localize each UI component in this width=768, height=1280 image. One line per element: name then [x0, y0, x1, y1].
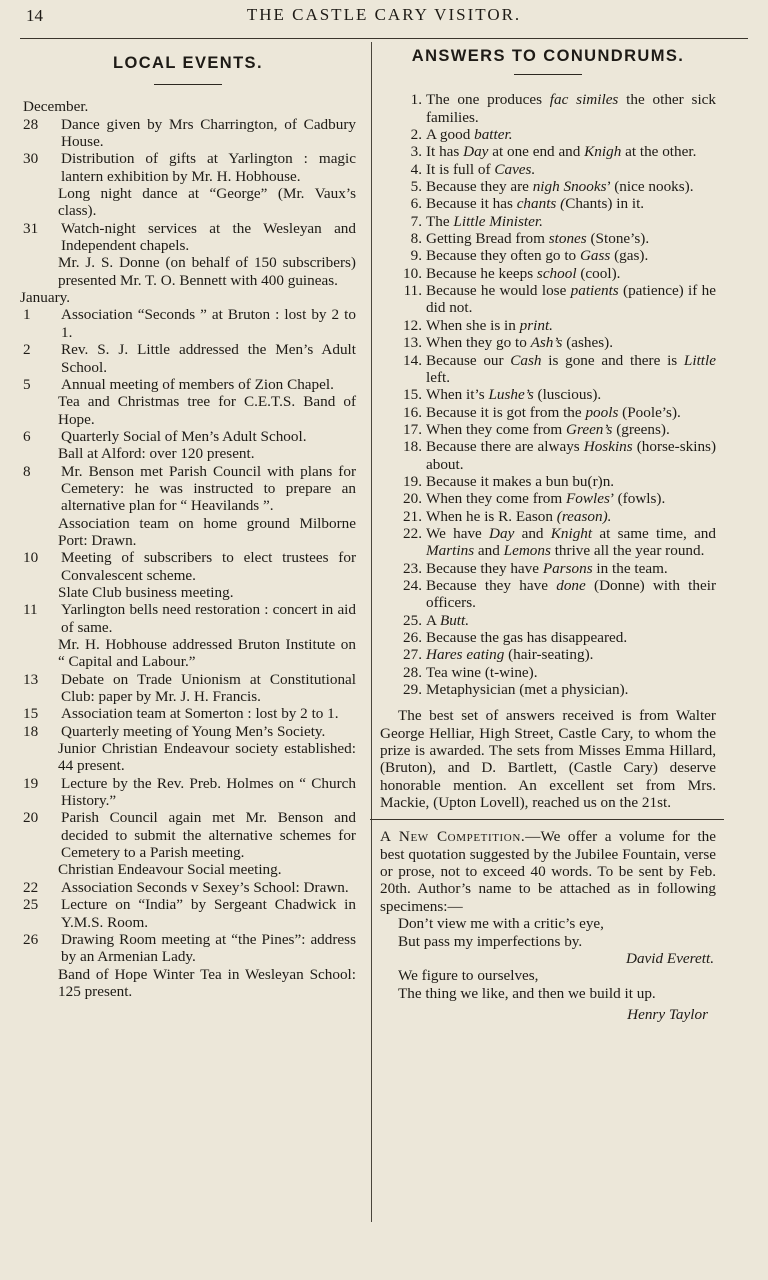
answer-item — [380, 681, 716, 698]
event-day: 18 — [23, 722, 39, 740]
answer-text: Because there are always Hoskins (horse-skins) about. — [426, 438, 717, 473]
event-text: Association “Seconds ” at Bruton : lost by 2 to 1. — [61, 306, 356, 341]
answer-text: Because it has chants (Chants) in it. — [426, 195, 645, 213]
answer-number: 16. — [403, 403, 422, 421]
answer-item — [380, 386, 716, 403]
answer-item — [380, 143, 716, 160]
answer-number: 5. — [410, 178, 422, 196]
section-rule — [370, 819, 724, 820]
answer-number: 12. — [403, 316, 422, 334]
winners-paragraph: The best set of answers received is from Walter George Helliar, High Street, Castle Cary, to whom the prize is awarded. The sets from Misses Emma Hillard, (Bruton), and D. Bartlett, (Castle Cary) deserve honorable mention. An excellent set from Mrs. Mackie, (Upton Lovell), reached us on the 21st. — [380, 707, 716, 812]
quote-author: David Everett. — [626, 949, 714, 967]
local-events-column — [20, 52, 356, 1000]
answer-number: 1. — [410, 91, 422, 109]
event-day: 25 — [23, 896, 39, 914]
event-entry — [20, 428, 356, 445]
event-text: Parish Council again met Mr. Benson and decided to submit the alternative schemes for Cemetery to a Parish meeting. — [61, 809, 356, 862]
answer-number: 19. — [403, 472, 422, 490]
answer-text: It has Day at one end and Knigh at the other. — [426, 143, 697, 161]
answer-text: The Little Minister. — [426, 212, 543, 230]
event-entry — [20, 150, 356, 185]
competition-text: —We offer a volume for the best quotation suggested by the Jubilee Fountain, verse or prose, not to exceed 40 words. To be sent by Feb. 20th. Author’s name to be attached as in following specimens:— — [380, 828, 717, 915]
event-subline: Christian Endeavour Social meeting. — [58, 861, 282, 879]
event-text: Mr. Benson met Parish Council with plans for Cemetery: he was instructed to prepare an alternative plan for “ Heavilands ”. — [61, 462, 356, 515]
event-text: Annual meeting of members of Zion Chapel. — [61, 375, 334, 393]
answer-number: 4. — [410, 160, 422, 178]
answer-item — [380, 230, 716, 247]
event-entry — [20, 705, 356, 722]
answer-number: 25. — [403, 611, 422, 629]
event-day: 15 — [23, 705, 39, 723]
answer-number: 7. — [410, 212, 422, 230]
answer-text: A Butt. — [426, 611, 470, 629]
event-entry — [20, 931, 356, 966]
answer-text: Tea wine (t-wine). — [426, 663, 538, 681]
event-subline: Slate Club business meeting. — [58, 583, 234, 601]
answer-item — [380, 91, 716, 126]
answer-item — [380, 404, 716, 421]
event-day: 30 — [23, 150, 39, 168]
event-entry — [20, 220, 356, 255]
event-subline: Mr. J. S. Donne (on behalf of 150 subscribers) presented Mr. T. O. Bennett with 400 guineas. — [58, 254, 356, 289]
event-day: 19 — [23, 774, 39, 792]
answer-item — [380, 317, 716, 334]
quote-author: Henry Taylor — [627, 1005, 708, 1023]
answer-item — [380, 525, 716, 560]
answer-item — [380, 646, 716, 663]
answer-text: It is full of Caves. — [426, 160, 536, 178]
answer-item — [380, 352, 716, 387]
column-divider — [371, 42, 372, 1222]
competition-notice — [380, 828, 716, 915]
event-entry — [20, 376, 356, 393]
answer-text: When they go to Ash’s (ashes). — [426, 334, 614, 352]
event-text: Distribution of gifts at Yarlington : magic lantern exhibition by Mr. H. Hobhouse. — [61, 150, 356, 185]
event-entry — [20, 601, 356, 636]
answer-number: 24. — [403, 576, 422, 594]
answer-item — [380, 195, 716, 212]
answer-item — [380, 178, 716, 195]
event-entry — [20, 671, 356, 706]
answer-number: 18. — [403, 438, 422, 456]
header-rule — [20, 38, 748, 39]
answer-item — [380, 334, 716, 351]
event-text: Association Seconds v Sexey’s School: Drawn. — [61, 878, 349, 896]
event-entry — [20, 116, 356, 151]
title-rule — [154, 84, 222, 85]
event-text: Quarterly Social of Men’s Adult School. — [61, 427, 307, 445]
answer-text: Because it is got from the pools (Poole’s). — [426, 403, 681, 421]
event-text: Meeting of subscribers to elect trustees for Convalescent scheme. — [61, 549, 356, 584]
event-entry — [20, 723, 356, 740]
event-text: Quarterly meeting of Young Men’s Society. — [61, 722, 326, 740]
answer-number: 26. — [403, 629, 422, 646]
answer-number: 2. — [410, 126, 422, 144]
answer-number: 11. — [403, 282, 422, 300]
event-text: Watch-night services at the Wesleyan and Independent chapels. — [61, 219, 356, 255]
event-text: Rev. S. J. Little addressed the Men’s Adult School. — [61, 341, 356, 376]
answer-item — [380, 629, 716, 646]
answer-text: Because our Cash is gone and there is Little left. — [426, 351, 716, 386]
event-entry — [20, 809, 356, 861]
answer-number: 3. — [410, 143, 422, 161]
answer-text: When they come from Green’s (greens). — [426, 420, 670, 438]
event-day: 11 — [23, 601, 38, 619]
answer-text: Because they have done (Donne) with their officers. — [426, 576, 717, 612]
event-subline: Ball at Alford: over 120 present. — [58, 445, 255, 463]
answer-number: 28. — [403, 663, 422, 681]
event-text: Yarlington bells need restoration : concert in aid of same. — [61, 601, 356, 636]
event-day: 31 — [23, 219, 39, 237]
running-head: THE CASTLE CARY VISITOR. — [246, 5, 522, 24]
event-day: 1 — [23, 306, 31, 324]
conundrums-column — [380, 48, 716, 1023]
answer-number: 13. — [403, 334, 422, 352]
answer-number: 10. — [403, 264, 422, 282]
answer-item — [380, 126, 716, 143]
event-day: 28 — [23, 115, 39, 133]
event-subline: Band of Hope Winter Tea in Wesleyan School: 125 present. — [58, 965, 356, 1000]
answer-number: 15. — [403, 386, 422, 404]
answer-number: 14. — [403, 351, 422, 369]
answer-item — [380, 612, 716, 629]
answer-text: Metaphysician (met a physician). — [426, 681, 629, 699]
quote-line: But pass my imperfections by. — [398, 932, 583, 950]
event-entry — [20, 463, 356, 515]
event-text: Drawing Room meeting at “the Pines”: address by an Armenian Lady. — [61, 930, 356, 966]
event-subline: Mr. H. Hobhouse addressed Bruton Institute on “ Capital and Labour.” — [58, 636, 356, 671]
event-entry — [20, 775, 356, 810]
answer-item — [380, 213, 716, 230]
answer-number: 8. — [410, 230, 422, 248]
answer-item — [380, 473, 716, 490]
answer-text: Because the gas has disappeared. — [426, 629, 628, 646]
event-text: Association team at Somerton : lost by 2 to 1. — [61, 705, 339, 723]
answer-item — [380, 508, 716, 525]
answer-number: 23. — [403, 559, 422, 577]
answer-text: A good batter. — [426, 126, 513, 144]
answer-text: Because it makes a bun bu(r)n. — [426, 472, 615, 490]
event-entry — [20, 549, 356, 584]
answer-item — [380, 490, 716, 507]
page-number: 14 — [26, 6, 43, 25]
event-text: Lecture on “India” by Sergeant Chadwick in Y.M.S. Room. — [61, 896, 356, 931]
answer-text: Because they often go to Gass (gas). — [426, 247, 649, 265]
quote-line: We figure to ourselves, — [398, 967, 539, 985]
answer-number: 29. — [403, 681, 422, 699]
event-day: 2 — [23, 341, 31, 359]
answer-text: When they come from Fowles’ (fowls). — [426, 490, 666, 508]
january-events — [20, 306, 356, 1000]
answer-item — [380, 560, 716, 577]
answer-item — [380, 664, 716, 681]
event-entry — [20, 879, 356, 896]
answer-text: Because they have Parsons in the team. — [426, 559, 668, 577]
event-entry — [20, 341, 356, 376]
month-december: December. — [23, 98, 89, 116]
conundrums-title: ANSWERS TO CONUNDRUMS. — [411, 47, 685, 65]
answer-number: 9. — [410, 247, 422, 265]
quote-line: Don’t view me with a critic’s eye, — [398, 915, 604, 933]
event-entry — [20, 896, 356, 931]
answer-item — [380, 421, 716, 438]
local-events-title: LOCAL EVENTS. — [113, 54, 263, 72]
answer-item — [380, 577, 716, 612]
answer-number: 6. — [410, 195, 422, 213]
answer-number: 21. — [403, 507, 422, 525]
event-text: Debate on Trade Unionism at Constitutional Club: paper by Mr. J. H. Francis. — [61, 670, 356, 706]
december-events — [20, 116, 356, 289]
answer-text: We have Day and Knight at same time, and Martins and Lemons thrive all the year round. — [426, 524, 716, 560]
answer-item — [380, 438, 716, 473]
answer-item — [380, 247, 716, 264]
answer-number: 20. — [403, 490, 422, 508]
event-subline: Tea and Christmas tree for C.E.T.S. Band of Hope. — [58, 393, 356, 428]
answer-text: Getting Bread from stones (Stone’s). — [426, 230, 650, 248]
answers-list — [380, 91, 716, 698]
answer-number: 22. — [403, 524, 422, 542]
quote-line: The thing we like, and then we build it up. — [398, 984, 656, 1002]
event-day: 13 — [23, 670, 39, 688]
event-day: 22 — [23, 878, 39, 896]
answer-text: Hares eating (hair-seating). — [426, 646, 594, 664]
month-january: January. — [20, 289, 71, 307]
event-subline: Association team on home ground Milborne Port: Drawn. — [58, 514, 356, 549]
answer-text: Because they are nigh Snooks’ (nice nooks). — [426, 178, 694, 196]
event-subline: Long night dance at “George” (Mr. Vaux’s class). — [58, 185, 356, 220]
event-text: Lecture by the Rev. Preb. Holmes on “ Church History.” — [61, 774, 356, 810]
answer-text: The one produces fac similes the other sick families. — [426, 91, 717, 126]
event-text: Dance given by Mrs Charrington, of Cadbury House. — [61, 115, 356, 151]
answer-number: 17. — [403, 420, 422, 438]
title-rule — [514, 74, 582, 75]
answer-item — [380, 161, 716, 178]
event-day: 10 — [23, 549, 39, 567]
event-subline: Junior Christian Endeavour society established: 44 present. — [58, 740, 356, 775]
event-day: 26 — [23, 930, 39, 948]
event-day: 5 — [23, 375, 31, 393]
event-day: 8 — [23, 462, 31, 480]
answer-number: 27. — [403, 646, 422, 664]
answer-text: When it’s Lushe’s (luscious). — [426, 386, 602, 404]
answer-item — [380, 265, 716, 282]
event-day: 20 — [23, 809, 39, 827]
answer-text: Because he would lose patients (patience) if he did not. — [426, 282, 716, 317]
answer-item — [380, 282, 716, 317]
event-entry — [20, 306, 356, 341]
event-day: 6 — [23, 427, 31, 445]
answer-text: When she is in print. — [426, 316, 553, 334]
answer-text: When he is R. Eason (reason). — [426, 507, 612, 525]
competition-heading: A New Competition. — [380, 828, 526, 846]
answer-text: Because he keeps school (cool). — [426, 264, 621, 282]
